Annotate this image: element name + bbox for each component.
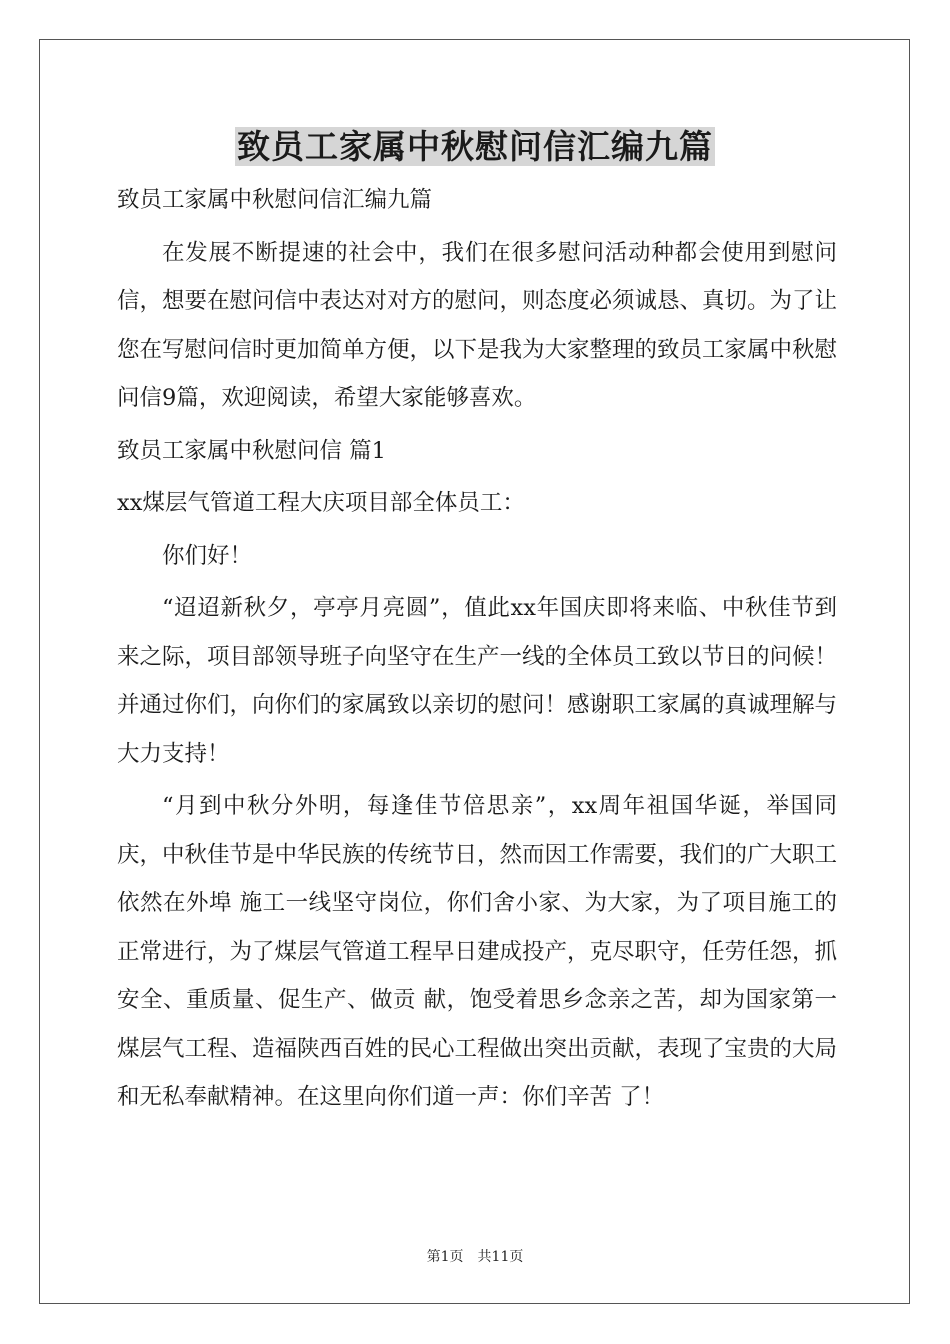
letter-paragraph-2: “月到中秋分外明，每逢佳节倍思亲”，xx周年祖国华诞，举国同庆，中秋佳节是中华民族的传统节日，然而因工作需要，我们的广大职工依然在外埠 施工一线坚守岗位，你们舍小家、为大家，为了项目施工的正常进行，为了煤层气管道工程早日建成投产，克尽职守，任劳任怨，抓安全、重质量、促生产、做贡 献，饱受着思乡念亲之苦，却为国家第一煤层气工程、造福陕西百姓的民心工程做出突出贡献，表现了宝贵的大局和无私奉献精神。在这里向你们道一声：你们辛苦 了！ <box>117 793 838 1110</box>
document-title <box>0 122 950 172</box>
letter-salutation: xx煤层气管道工程大庆项目部全体员工： <box>117 490 525 516</box>
section-heading: 致员工家属中秋慰问信 篇1 <box>117 437 386 464</box>
page-total: 共11页 <box>477 1249 524 1265</box>
intro-paragraph: 在发展不断提速的社会中，我们在很多慰问活动种都会使用到慰问信，想要在慰问信中表达对对方的慰问，则态度必须诚恳、真切。为了让您在写慰问信时更加简单方便，以下是我为大家整理的致员工家属中秋慰问信9篇，欢迎阅读，希望大家能够喜欢。 <box>117 239 838 411</box>
page-footer <box>0 1247 950 1267</box>
page-number: 第1页 <box>426 1249 464 1265</box>
letter-paragraph-1: “迢迢新秋夕，亭亭月亮圆”，值此xx年国庆即将来临、中秋佳节到来之际，项目部领导班子向坚守在生产一线的全体员工致以节日的问候！并通过你们，向你们的家属致以亲切的慰问！感谢职工家属的真诚理解与大力支持！ <box>117 595 838 767</box>
document-body <box>117 176 837 1122</box>
document-subtitle: 致员工家属中秋慰问信汇编九篇 <box>117 187 433 213</box>
document-title-text: 致员工家属中秋慰问信汇编九篇 <box>237 127 713 166</box>
letter-greeting: 你们好！ <box>162 542 253 569</box>
